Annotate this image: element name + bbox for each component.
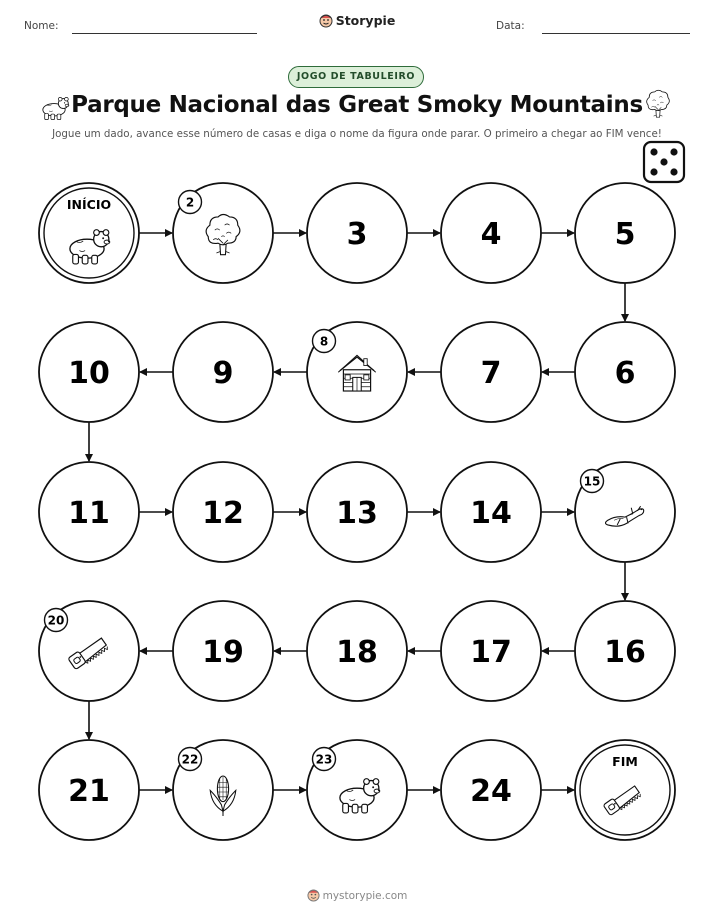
game-type-badge: JOGO DE TABULEIRO [288,66,424,88]
board-space-6 [575,322,675,422]
space-number-badge: 15 [583,474,601,489]
board-space-4 [441,183,541,283]
board-space-14 [441,462,541,562]
space-number: 24 [470,774,512,809]
space-number: 3 [346,217,368,252]
board-space-7 [441,322,541,422]
board-space-22 [173,740,273,840]
space-number: 21 [68,774,110,809]
board-space-16 [575,601,675,701]
date-label: Data: [496,20,525,32]
page-title: Parque Nacional das Great Smoky Mountains [71,92,643,118]
space-number-badge: 8 [319,334,329,349]
space-number: 6 [614,356,636,391]
instructions: Jogue um dado, avance esse número de casas e diga o nome da figura onde parar. O primeiro a chegar ao FIM vence! [52,128,662,140]
space-number: 16 [604,635,646,670]
space-number: 11 [68,496,110,531]
board-space-12 [173,462,273,562]
footer-url: mystorypie.com [322,890,408,902]
board-space-23 [307,740,407,840]
board-space-25 [575,740,675,840]
bear-decoration-icon [43,97,69,119]
brand-name: Storypie [335,13,396,28]
start-label: INÍCIO [66,197,112,212]
board-space-13 [307,462,407,562]
board-space-24 [441,740,541,840]
storypie-footer-face-icon [307,889,320,905]
dice-icon [644,142,684,182]
footer [0,889,714,905]
board-space-11 [39,462,139,562]
space-number: 7 [480,356,502,391]
space-number: 17 [470,635,512,670]
board-space-3 [307,183,407,283]
space-number: 5 [614,217,636,252]
board-space-20 [39,601,139,701]
space-number: 10 [68,356,110,391]
board-space-15 [575,462,675,562]
space-number: 13 [336,496,378,531]
board-space-10 [39,322,139,422]
space-number: 12 [202,496,244,531]
space-number-badge: 20 [47,613,65,628]
space-number: 4 [480,217,502,252]
space-number-badge: 22 [181,752,199,767]
tree-decoration-icon [647,90,670,117]
board-space-21 [39,740,139,840]
board-space-19 [173,601,273,701]
board-space-5 [575,183,675,283]
space-number-badge: 2 [185,195,195,210]
space-number: 19 [202,635,244,670]
board-spaces [39,183,675,840]
space-number: 18 [336,635,378,670]
board-space-1 [39,183,139,283]
space-number: 9 [212,356,234,391]
board-space-2 [173,183,273,283]
board-space-8 [307,322,407,422]
board-space-9 [173,322,273,422]
board-space-18 [307,601,407,701]
finish-label: FIM [612,754,638,769]
space-number: 14 [470,496,512,531]
space-number-badge: 23 [315,752,333,767]
board-space-17 [441,601,541,701]
name-label: Nome: [24,20,59,32]
